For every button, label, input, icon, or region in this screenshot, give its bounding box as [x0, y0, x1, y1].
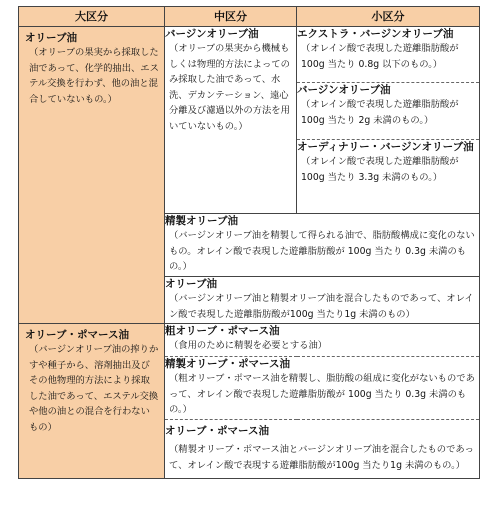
- category-title: 精製オリーブ・ポマース油: [165, 358, 290, 370]
- category-title: オリーブ油: [165, 278, 217, 290]
- category-description: （オリーブの果実から機械もしくは物理的方法によってのみ採取した油であって、水洗、デカンテーション、遠心分離及び濾過以外の方法を用いていないもの。）: [169, 43, 290, 132]
- category-description: （オレイン酸で表現した遊離脂肪酸が100g 当たり 0.8g 以下のもの。）: [301, 43, 459, 70]
- category-description: （粗オリーブ・ポマース油を精製し、脂肪酸の組成に変化がないものであって、オレイン酸で表現した遊離脂肪酸が 100g 当たり 0.3g 未満のもの。）: [169, 373, 475, 416]
- category-title: オリーブ・ポマース油: [165, 425, 269, 437]
- middle-category-refined-olive-oil: [165, 214, 480, 277]
- category-description: （バージンオリーブ油と精製オリーブ油を混合したものであって、オレイン酸で表現した遊離脂肪酸が100g 当たり1g 未満のもの）: [169, 293, 474, 320]
- middle-category-refined-pomace: [165, 357, 480, 420]
- header-row: [19, 7, 480, 27]
- category-title: 精製オリーブ油: [165, 215, 238, 227]
- header-middle-category: 中区分: [165, 7, 297, 27]
- large-category-olive-oil: [19, 27, 165, 324]
- table-row: [19, 324, 480, 357]
- table-row: [19, 27, 480, 83]
- header-large-category: 大区分: [19, 7, 165, 27]
- category-title: バージンオリーブ油: [165, 28, 259, 40]
- olive-oil-classification-table: [18, 6, 480, 479]
- category-title: オーディナリー・バージンオリーブ油: [297, 141, 474, 154]
- category-description: （バージンオリーブ油を精製して得られる油で、脂肪酸構成に変化のないもの。オレイン酸で表現した遊離脂肪酸が 100g 当たり 0.3g 未満のもの。）: [169, 230, 475, 273]
- category-title: エクストラ・バージンオリーブ油: [297, 28, 454, 40]
- category-description: （バージンオリーブ油の搾りかすや種子から、溶剤抽出及びその他物理的方法により採取した油であって、エステル交換や他の油との混合を行わないもの）: [29, 344, 159, 433]
- middle-category-olive-oil: [165, 277, 480, 324]
- middle-category-crude-pomace: [165, 324, 480, 357]
- category-description: （オレイン酸で表現した遊離脂肪酸が100g 当たり 2g 未満のもの。）: [301, 99, 459, 126]
- small-category-extra-virgin: [297, 27, 480, 83]
- header-small-category: 小区分: [297, 7, 480, 27]
- middle-category-pomace-blend: [165, 420, 480, 479]
- small-category-virgin: [297, 83, 480, 140]
- middle-category-virgin-olive-oil: [165, 27, 297, 214]
- category-description: （オレイン酸で表現した遊離脂肪酸が100g 当たり 3.3g 未満のもの。）: [301, 156, 459, 183]
- category-title: バージンオリーブ油: [297, 84, 391, 97]
- category-description: （食用のために精製を必要とする油）: [169, 340, 328, 351]
- large-category-pomace-oil: [19, 324, 165, 479]
- category-title: オリーブ油: [25, 32, 77, 44]
- category-title: 粗オリーブ・ポマース油: [165, 325, 280, 337]
- category-description: （精製オリーブ・ポマース油とバージンオリーブ油を混合したものであって、オレイン酸で表現する遊離脂肪酸が100g 当たり1g 未満のもの。）: [169, 444, 474, 471]
- category-title: オリーブ・ポマース油: [25, 329, 129, 341]
- category-description: （オリーブの果実から採取した油であって、化学的抽出、エステル交換を行わず、他の油と混合していないもの。）: [29, 47, 159, 105]
- small-category-ordinary-virgin: [297, 140, 480, 214]
